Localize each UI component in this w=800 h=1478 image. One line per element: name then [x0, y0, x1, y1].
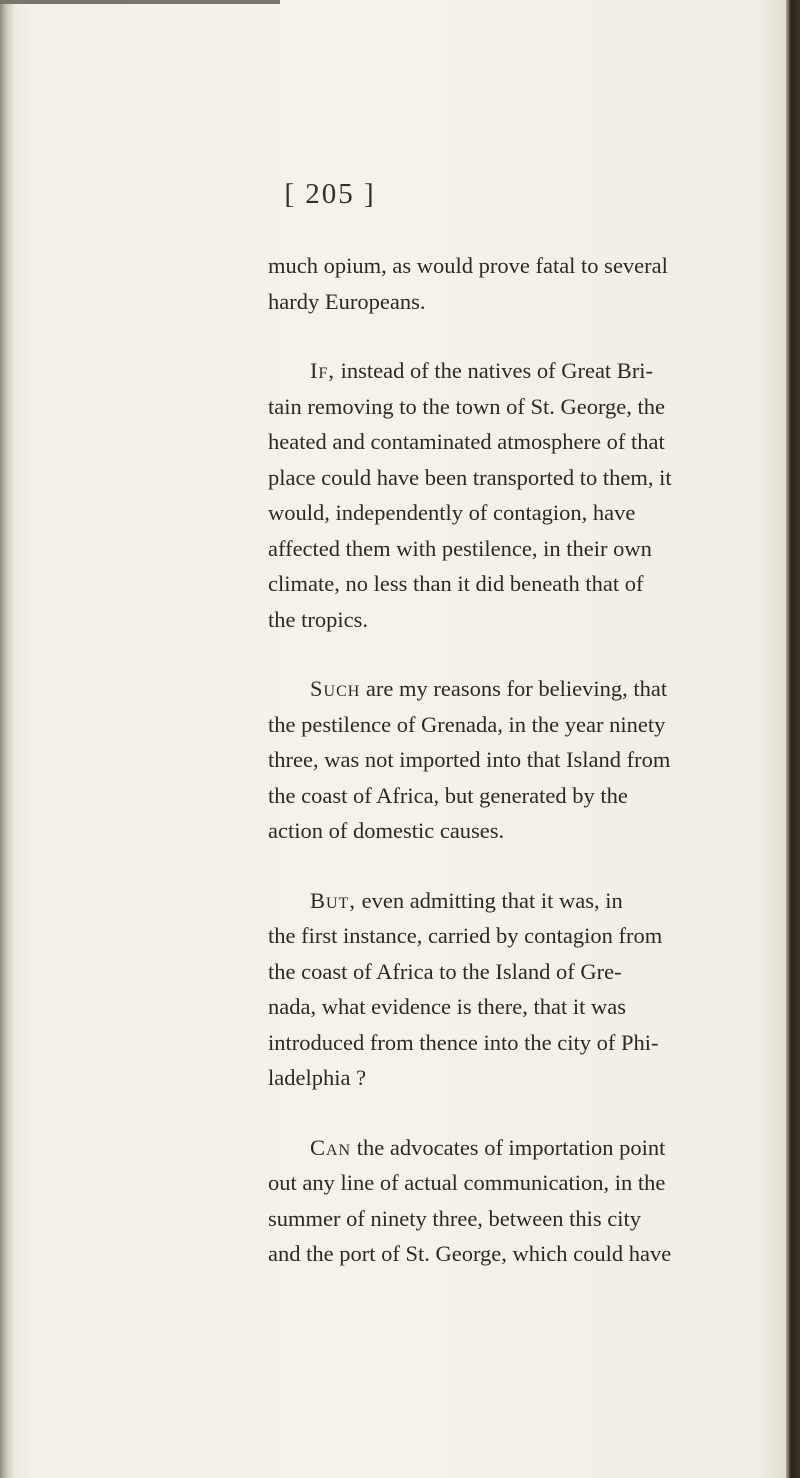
text-line: summer of ninety three, between this city [268, 1205, 642, 1231]
paragraph-lead-word: But, [310, 887, 356, 913]
text-line: the first instance, carried by contagion from [268, 923, 663, 948]
text-line: three, was not imported into that Island from [268, 747, 671, 772]
paragraph-lead-word: Such [310, 676, 361, 701]
text-line: affected them with pestilence, in their own [268, 535, 652, 561]
text-line: much opium, as would prove fatal to several [268, 253, 668, 278]
paragraph-lead-word: Can [310, 1134, 352, 1160]
text-line: If, instead of the natives of Great Bri- [310, 358, 654, 383]
paragraph-lead-word: If, [310, 358, 336, 383]
top-edge-mark [0, 0, 280, 4]
paragraph-4 [268, 883, 663, 1096]
text-line: the tropics. [268, 606, 368, 632]
text-line: ladelphia ? [268, 1065, 367, 1090]
text-line: Such are my reasons for believing, that [310, 676, 668, 701]
body-text [268, 248, 672, 1272]
text-line: place could have been transported to them, it [268, 464, 672, 490]
text-line: would, independently of contagion, have [268, 500, 636, 525]
paragraph-2 [268, 353, 672, 637]
text-line: the pestilence of Grenada, in the year ninety [268, 711, 666, 737]
paragraph-5 [268, 1130, 672, 1272]
text-line: But, even admitting that it was, in [310, 887, 623, 913]
paragraph-3 [268, 671, 671, 849]
paragraph-1 [268, 248, 668, 319]
text-line: introduced from thence into the city of Phi- [268, 1029, 659, 1055]
page-gutter-shadow [0, 0, 14, 1478]
text-line: the coast of Africa to the Island of Gre- [268, 958, 622, 984]
page-header [0, 178, 800, 211]
text-line: action of domestic causes. [268, 818, 505, 843]
text-line: Can the advocates of importation point [310, 1134, 666, 1160]
text-line: nada, what evidence is there, that it was [268, 994, 626, 1019]
text-line: climate, no less than it did beneath that of [268, 571, 644, 596]
text-line: hardy Europeans. [268, 288, 426, 314]
page-number: [ 205 ] [284, 178, 376, 210]
text-line: tain removing to the town of St. George, the [268, 393, 666, 419]
text-line: and the port of St. George, which could have [268, 1241, 672, 1266]
page-edge-shadow [786, 0, 800, 1478]
text-line: the coast of Africa, but generated by the [268, 782, 628, 808]
text-line: heated and contaminated atmosphere of that [268, 429, 665, 454]
text-line: out any line of actual communication, in the [268, 1170, 666, 1195]
